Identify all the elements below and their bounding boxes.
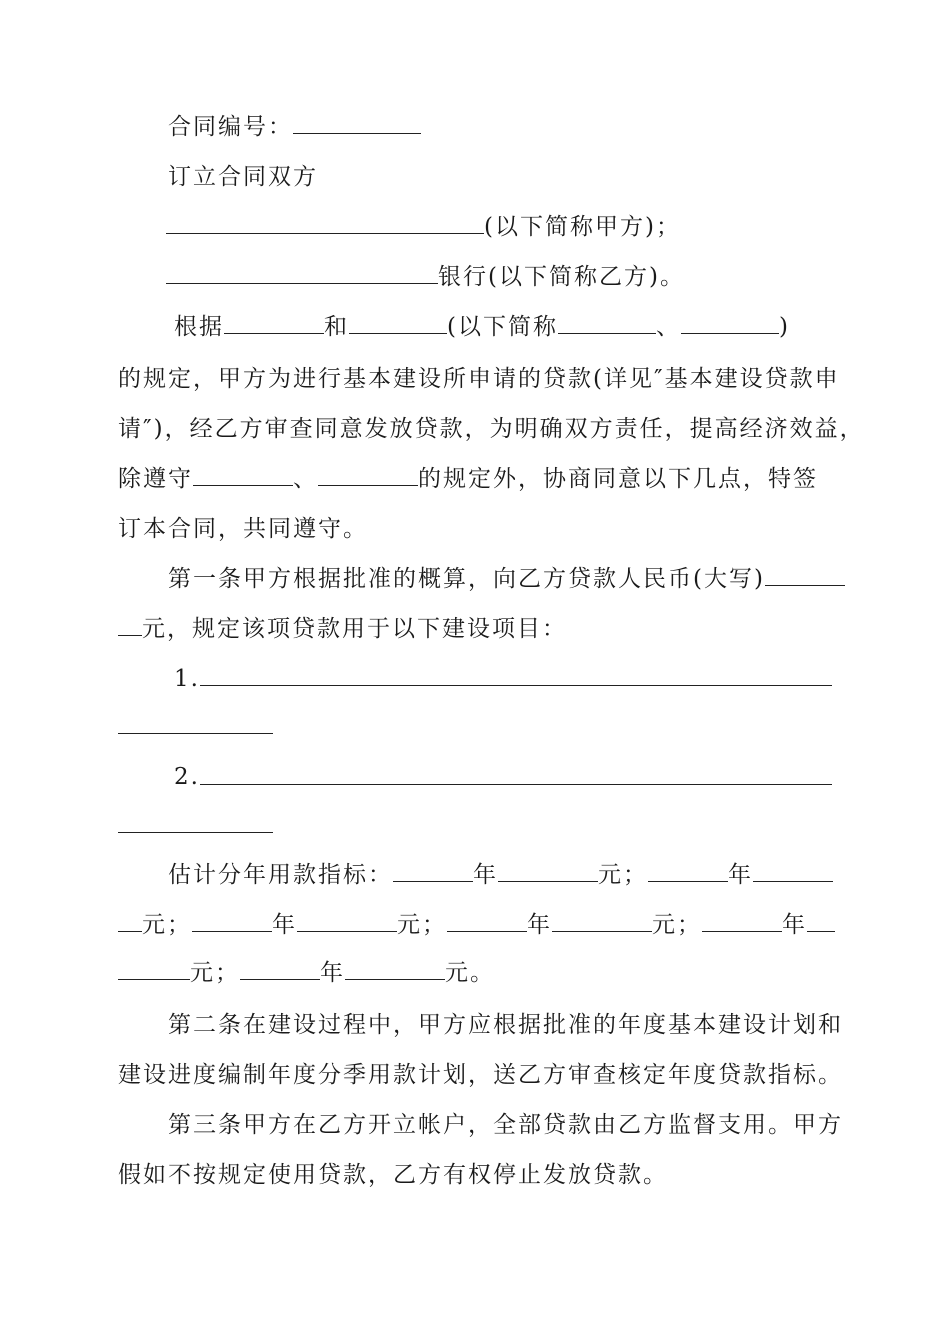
amount-blank-1 <box>498 861 598 882</box>
amount-blank-5 <box>807 911 835 932</box>
amount-blank-5-cont <box>118 959 190 980</box>
year-label: 年 <box>782 912 807 938</box>
yuan-end-label: 元。 <box>445 960 495 986</box>
article-3-line-2: 假如不按规定使用贷款，乙方有权停止发放贷款。 <box>118 1162 668 1188</box>
article-1-text: 第一条甲方根据批准的概算，向乙方贷款人民币(大写) <box>168 566 765 592</box>
party-b-blank <box>166 263 438 284</box>
annual-estimate-line-2 <box>118 910 835 940</box>
abbr-blank-1 <box>558 313 656 334</box>
amount-blank-2 <box>753 861 833 882</box>
preamble-line-5: 订本合同，共同遵守。 <box>118 516 368 542</box>
project-item-1-rule-cont <box>118 733 273 734</box>
article-1-line-1 <box>168 564 845 594</box>
project-item-2-rule-cont <box>118 832 273 833</box>
text-and: 和 <box>324 314 349 340</box>
amount-blank-2-cont <box>118 911 142 932</box>
yuan-label: 元； <box>652 912 702 938</box>
year-blank-5 <box>702 911 782 932</box>
loan-amount-blank-cont <box>118 615 142 636</box>
comply-blank-1 <box>193 465 293 486</box>
law-blank-1 <box>224 313 324 334</box>
comply-blank-2 <box>318 465 418 486</box>
article-1-line-2 <box>118 614 567 644</box>
estimate-label: 估计分年用款指标： <box>168 862 393 888</box>
year-label: 年 <box>473 862 498 888</box>
yuan-label: 元； <box>190 960 240 986</box>
year-label: 年 <box>272 912 297 938</box>
party-b-suffix: 银行(以下简称乙方)。 <box>438 264 685 290</box>
party-b-line <box>166 262 685 292</box>
text-hereinafter: (以下简称 <box>447 314 558 340</box>
yuan-label: 元； <box>598 862 648 888</box>
year-label: 年 <box>728 862 753 888</box>
preamble-line-2: 的规定，甲方为进行基本建设所申请的贷款(详见″基本建设贷款申 <box>118 366 840 392</box>
contract-number-blank <box>293 113 421 134</box>
year-blank-6 <box>240 959 320 980</box>
project-item-2-label: 2. <box>174 764 200 790</box>
year-blank-1 <box>393 861 473 882</box>
annual-estimate-line-3 <box>118 958 495 988</box>
year-label: 年 <box>320 960 345 986</box>
article-2-line-1: 第二条在建设过程中，甲方应根据批准的年度基本建设计划和 <box>168 1012 843 1038</box>
year-blank-3 <box>192 911 272 932</box>
project-item-1-label: 1. <box>174 666 200 692</box>
amount-blank-4 <box>552 911 652 932</box>
abbr-blank-2 <box>681 313 779 334</box>
article-1-text-2: 元，规定该项贷款用于以下建设项目： <box>142 616 567 642</box>
law-blank-2 <box>349 313 447 334</box>
text-provisions: 的规定外，协商同意以下几点，特签 <box>418 466 818 492</box>
text-according: 根据 <box>174 314 224 340</box>
amount-blank-3 <box>297 911 397 932</box>
contract-number-line <box>168 112 421 142</box>
yuan-label: 元； <box>142 912 192 938</box>
year-label: 年 <box>527 912 552 938</box>
text-close-paren: ) <box>778 314 790 340</box>
project-item-1-rule <box>200 685 832 686</box>
party-a-suffix: (以下简称甲方)； <box>484 214 681 240</box>
amount-blank-6 <box>345 959 445 980</box>
party-a-line <box>166 212 681 242</box>
project-item-2-rule <box>200 784 832 785</box>
yuan-label: 元； <box>397 912 447 938</box>
article-3-line-1: 第三条甲方在乙方开立帐户，全部贷款由乙方监督支用。甲方 <box>168 1112 843 1138</box>
year-blank-4 <box>447 911 527 932</box>
preamble-line-3: 请″)，经乙方审查同意发放贷款，为明确双方责任，提高经济效益， <box>118 416 865 442</box>
contract-number-label: 合同编号： <box>168 114 293 140</box>
annual-estimate-line-1 <box>168 860 833 890</box>
text-comma: 、 <box>655 314 681 340</box>
year-blank-2 <box>648 861 728 882</box>
loan-amount-blank <box>765 565 845 586</box>
text-comply: 除遵守 <box>118 466 193 492</box>
party-a-blank <box>166 213 484 234</box>
preamble-line-4 <box>118 464 818 494</box>
text-comma-2: 、 <box>293 466 318 492</box>
parties-heading: 订立合同双方 <box>168 164 318 190</box>
preamble-line-1 <box>174 312 790 342</box>
article-2-line-2: 建设进度编制年度分季用款计划，送乙方审查核定年度贷款指标。 <box>118 1062 843 1088</box>
